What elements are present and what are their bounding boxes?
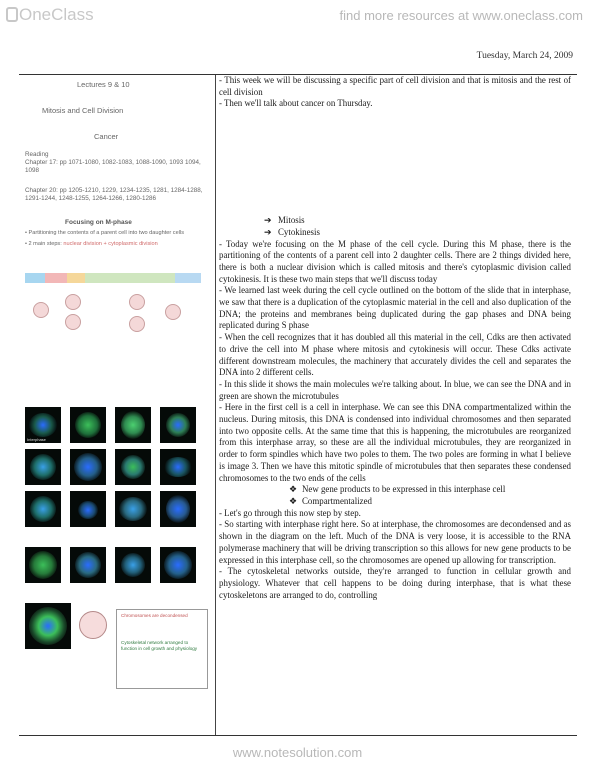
bullet-item-compartmentalized: ❖ Compartmentalized — [289, 495, 372, 506]
micrograph-13 — [25, 547, 61, 583]
micrograph-5 — [25, 449, 61, 485]
micrograph-9 — [25, 491, 61, 527]
oneclass-logo-icon — [6, 7, 18, 22]
notes-para-3: - When the cell recognizes that it has doubled all this material in the cell, Cdks are then activated to drive the cell into M phase where mitosis and cytokinesis will occur. These Cdks activate different downstream molecules, the machinery that accurately divides the cell and separates the DNA into 2 different cells. — [219, 332, 571, 378]
micrograph-2 — [70, 407, 106, 443]
notes-para-8: - The cytoskeletal networks outside, they're arranged to function in cellular growth and physiology. Whatever that cell happens to be doing during interphase, that is what these cytoskeletons are arranged to do, controlling — [219, 566, 571, 600]
micrograph-4 — [160, 407, 196, 443]
oneclass-header — [0, 0, 595, 32]
notes-date: Tuesday, March 24, 2009 — [476, 51, 573, 61]
slide-title: Mitosis and Cell Division — [42, 106, 124, 115]
micrograph-11 — [115, 491, 151, 527]
reading-chapter-17: Chapter 17: pp 1071-1080, 1082-1083, 1088-1090, 1093 1094, 1098 — [25, 159, 201, 175]
cell-cycle-bar — [25, 273, 201, 283]
logo-text: OneClass — [19, 5, 94, 24]
arrow-item-cytokinesis: ➔ Cytokinesis — [264, 226, 320, 237]
arrow-item-mitosis: ➔ Mitosis — [264, 215, 305, 226]
notesolution-link[interactable]: www.notesolution.com — [232, 745, 363, 760]
micrograph-7 — [115, 449, 151, 485]
bullet-item-gene-products: ❖ New gene products to be expressed in this interphase cell — [289, 484, 506, 495]
reading-chapter-20: Chapter 20: pp 1205-1210, 1229, 1234-1235, 1281, 1284-1288, 1291-1244, 1248-1255, 1264-1266, 1280-1286 — [25, 187, 203, 203]
micrograph-interphase-large — [25, 603, 71, 649]
notes-text — [219, 75, 571, 601]
slide-lecture-number: Lectures 9 & 10 — [77, 80, 130, 89]
micrograph-interphase — [25, 407, 61, 443]
notes-para-7: - So starting with interphase right here. So at interphase, the chromosomes are decondensed and as shown in the diagram on the left. Much of the DNA is very loose, it is accessible to the RNA polymerase machinery that will be driving transcription so this allows for new gene products to be expressed in this interphase cell, so the chromosomes are opened up allowing for transcription. — [219, 519, 571, 565]
slide-subtitle: Cancer — [94, 132, 119, 141]
bullet-icon: ❖ — [289, 495, 297, 506]
oneclass-logo[interactable] — [6, 5, 94, 25]
micrograph-3 — [115, 407, 151, 443]
micrograph-8 — [160, 449, 196, 485]
arrow-icon: ➔ — [264, 215, 272, 226]
notes-para-6: - Let's go through this now step by step. — [219, 507, 361, 518]
slide-bullets — [25, 230, 184, 249]
notes-para-5: - Here in the first cell is a cell in interphase. We can see this DNA compartmentalized within the nucleus. During mitosis, this DNA is condensed into individual chromosomes and then separated into two opposite cells. At the same time that this is happening, the microtubules are reorganized from this interphase array, so these are all the individual microtubules, they are reorganized in order to form spindles which have two poles to them. The two poles are forming in what I believe is image 3. Then we have this mitotic spindle of microtubules that then separates these condensed chromosomes to the two ends of the cells — [219, 402, 571, 483]
cell-division-diagram — [25, 288, 201, 343]
bullet-icon: ❖ — [289, 484, 297, 495]
notes-intro-1: - This week we will be discussing a specific part of cell division and that is mitosis and the rest of cell division — [219, 75, 571, 97]
slide-bullet-1: • Partitioning the contents of a parent cell into two daughter cells — [25, 230, 184, 236]
interphase-cell-sketch — [75, 603, 111, 649]
micrograph-panel — [19, 403, 215, 733]
micrograph-12 — [160, 491, 196, 527]
micrograph-16 — [160, 547, 196, 583]
micrograph-10 — [70, 491, 106, 527]
micrograph-caption: Interphase — [27, 437, 46, 442]
micrograph-14 — [70, 547, 106, 583]
reading-label: Reading — [25, 151, 49, 158]
notes-intro-2: - Then we'll talk about cancer on Thursday. — [219, 98, 373, 109]
slide-reading — [25, 151, 215, 176]
interphase-diagram — [116, 609, 208, 689]
notes-para-2: - We learned last week during the cell cycle outlined on the bottom of the slide that in interphase, we saw that there is a duplication of the cytoplasmic material in the cell and also duplication of the DNA; the proteins and membranes being duplicated during the gap phases and DNA being replicated during S phase — [219, 285, 571, 331]
notes-para-4: - In this slide it shows the main molecules we're talking about. In blue, we can see the DNA and in green are shown the microtubules — [219, 378, 571, 401]
lecture-slide-image — [19, 75, 215, 399]
resources-link[interactable]: find more resources at www.oneclass.com — [339, 8, 583, 23]
micrograph-6 — [70, 449, 106, 485]
notes-table — [19, 74, 577, 736]
diagram-label-1: Chromosomes are decondensed — [121, 613, 188, 618]
slide-bullet-2: • 2 main steps: nuclear division + cytoplasmic division — [25, 241, 158, 248]
slide-focus-title: Focusing on M-phase — [65, 219, 132, 226]
micrograph-15 — [115, 547, 151, 583]
arrow-icon: ➔ — [264, 226, 272, 237]
diagram-label-2: Cytoskeletal network arranged to function in cell growth and physiology — [121, 640, 198, 651]
column-divider — [215, 75, 216, 735]
notes-para-1: - Today we're focusing on the M phase of the cell cycle. During this M phase, there is the partitioning of the contents of a parent cell into 2 daughter cells. There are 2 things divided here, there is both a nuclear division which is called mitosis and there's cytoplasmic division called cytokinesis. It is these two main steps that we'll discuss today — [219, 238, 571, 284]
